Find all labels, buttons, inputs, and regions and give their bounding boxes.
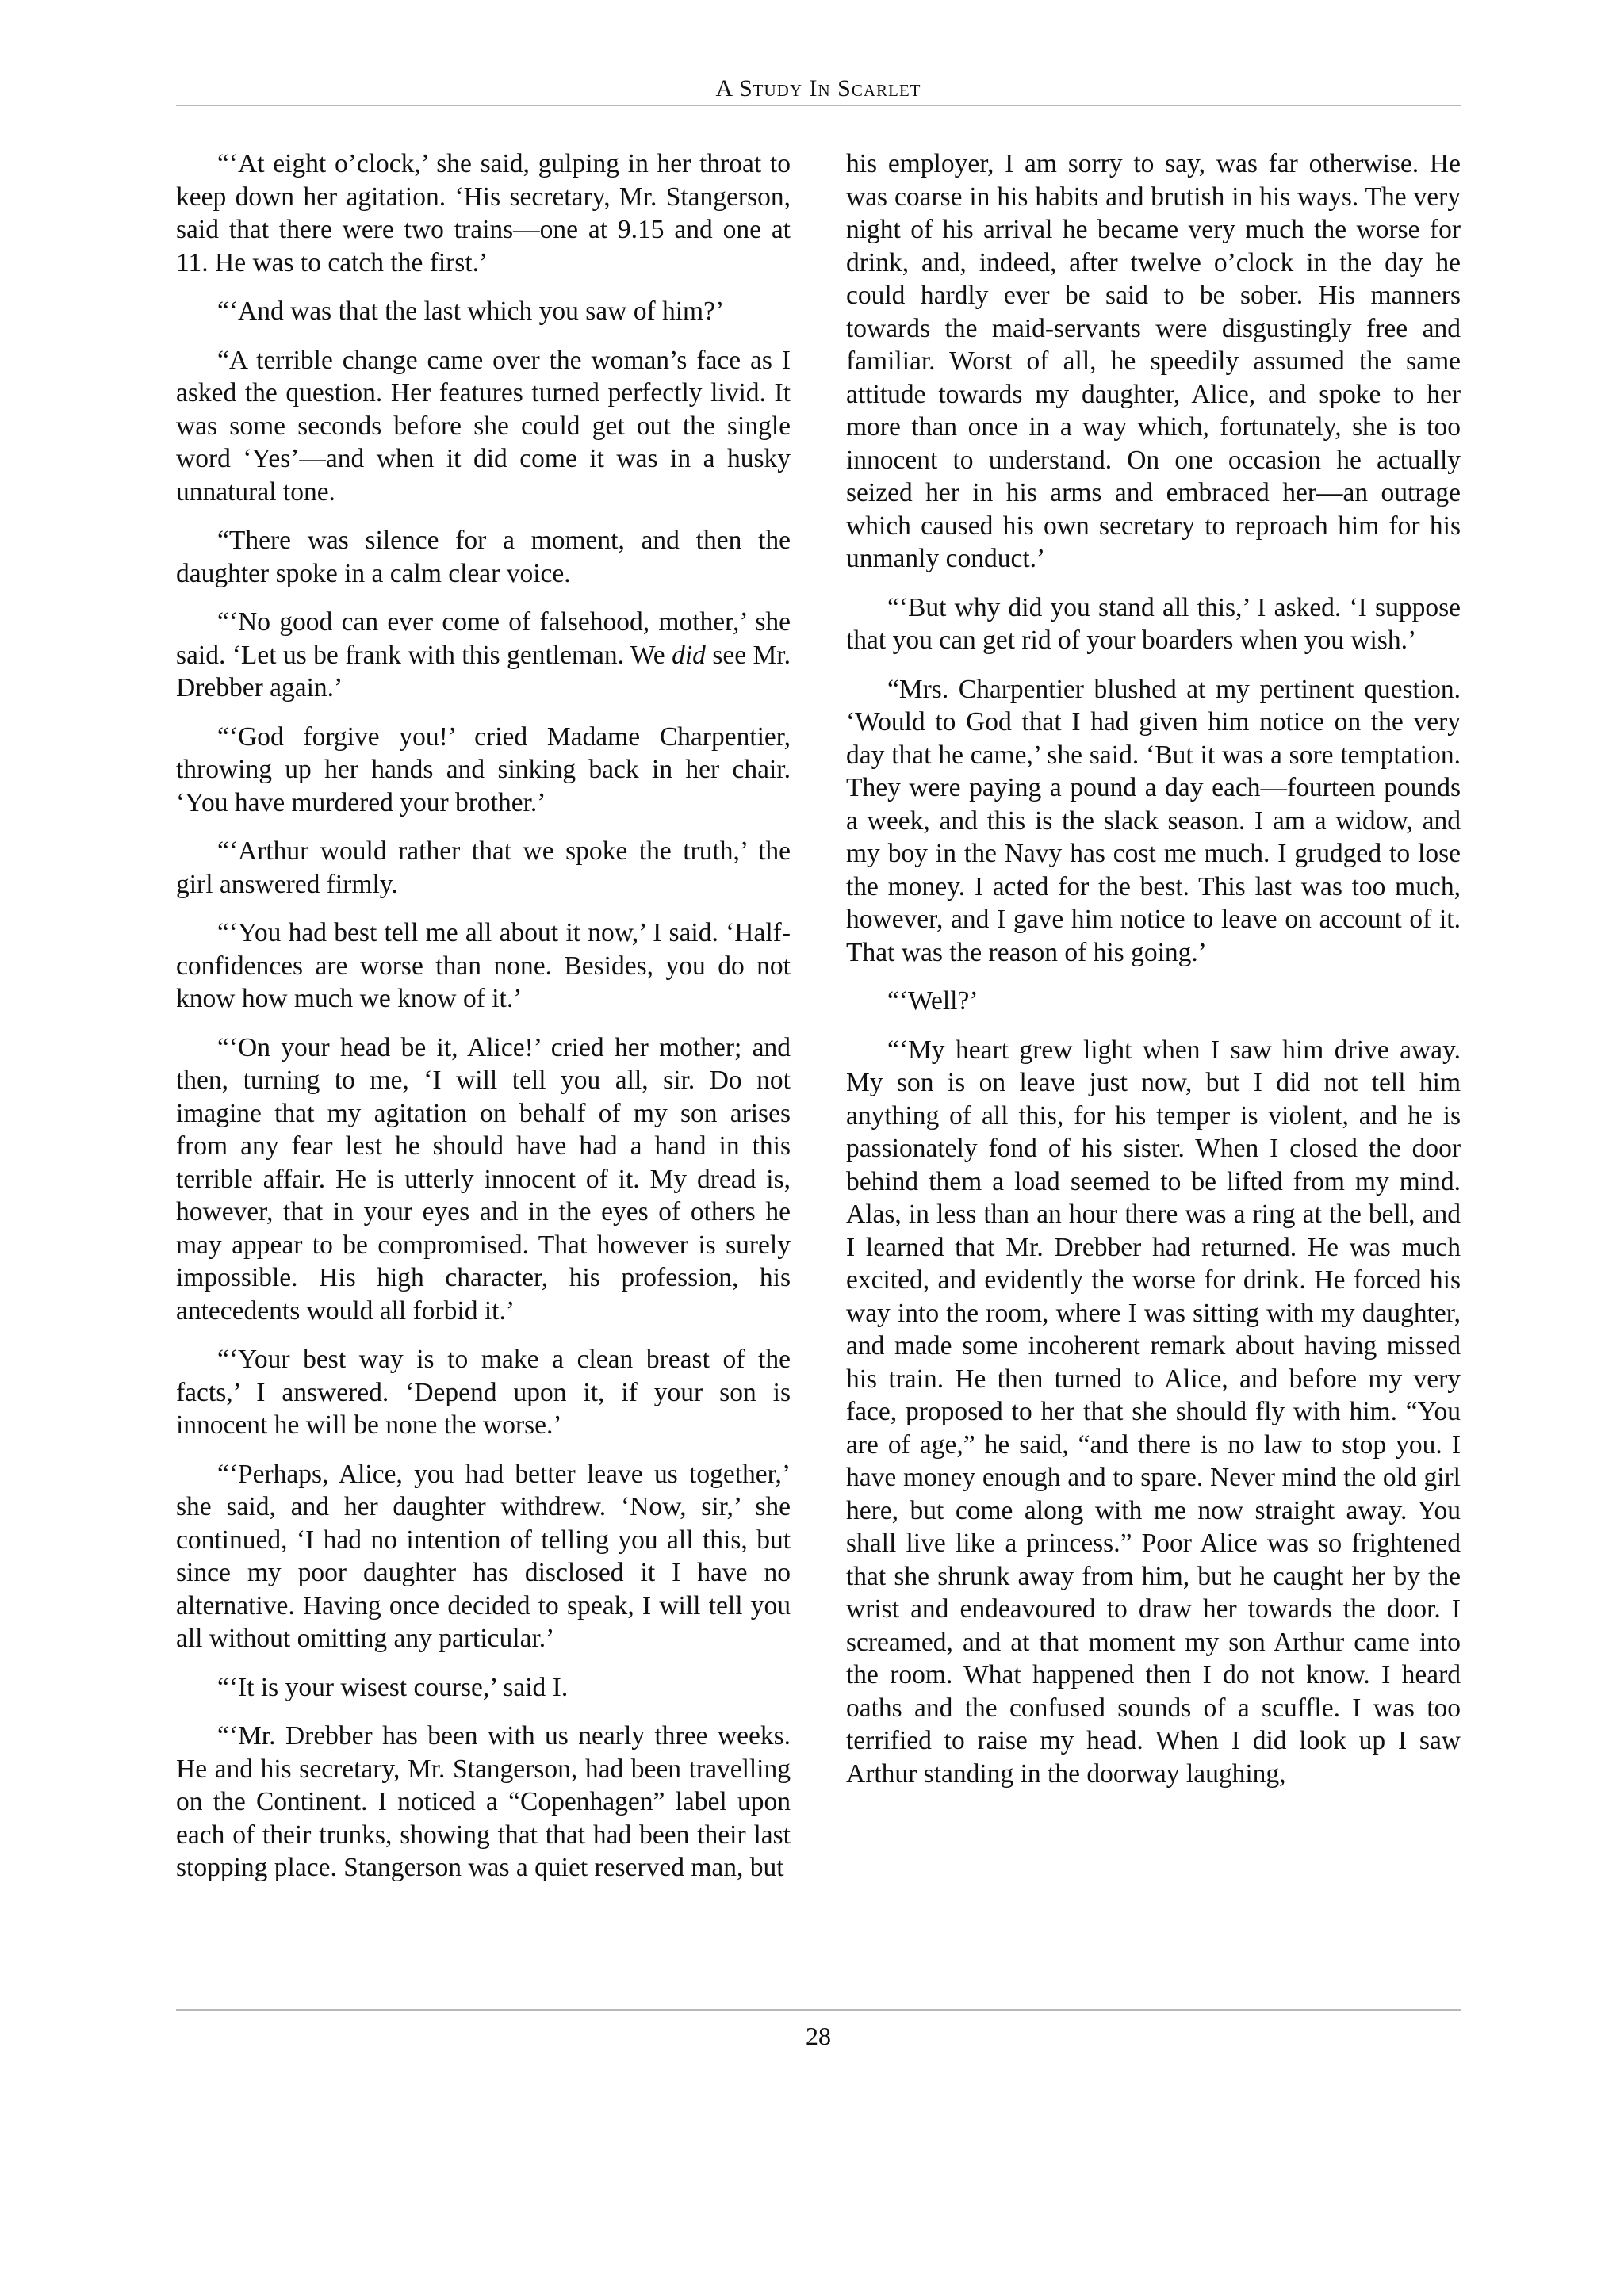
paragraph-text: “‘No good can ever come of falsehood, mother,’ she said. ‘Let us be frank with this gentleman. We <box>176 607 791 670</box>
paragraph-text: see Mr. Drebber again.’ <box>176 640 791 702</box>
paragraph: “‘You had best tell me all about it now,’ I said. ‘Half-confidences are worse than none. Besides, you do not know how much we know of it.’ <box>176 918 791 1013</box>
paragraph: “‘At eight o’clock,’ she said, gulping in her throat to keep down her agitation. ‘His secretary, Mr. Stangerson, said that there were two trains—one at 9.15 and one at 11. He was to catch the first.’ <box>176 149 791 277</box>
paragraph: “‘My heart grew light when I saw him drive away. My son is on leave just now, but I did not tell him anything of all this, for his temper is violent, and he is passionately fond of his sister. When I closed the door behind them a load seemed to be lifted from my mind. Alas, in less than an hour there was a ring at the bell, and I learned that Mr. Drebber had returned. He was much excited, and evidently the worse for drink. He forced his way into the room, where I was sitting with my daughter, and made some incoherent remark about having missed his train. He then turned to Alice, and before my very face, proposed to her that she should fly with him. “You are of age,” he said, “and there is no law to stop you. I have money enough and to spare. Never mind the old girl here, but come along with me now straight away. You shall live like a princess.” Poor Alice was so frightened that she shrunk away from him, but he caught her by the wrist and endeavoured to draw her towards the door. I screamed, and at that moment my son Arthur came into the room. What happened then I do not know. I heard oaths and the confused sounds of a scuffle. I was too terrified to raise my head. When I did look up I saw Arthur standing in the doorway laughing, <box>846 1035 1461 1789</box>
paragraph: “‘It is your wisest course,’ said I. <box>217 1672 569 1702</box>
paragraph: “‘But why did you stand all this,’ I asked. ‘I suppose that you can get rid of your boarders when you wish.’ <box>846 592 1461 655</box>
running-header: A Study In Scarlet <box>715 75 921 101</box>
header-rule <box>176 105 1461 106</box>
emphasis: did <box>672 640 706 670</box>
paragraph: “‘Perhaps, Alice, you had better leave us together,’ she said, and her daughter withdrew. ‘Now, sir,’ she continued, ‘I had no intention of telling you all this, but since my poor daughter has disclosed it I have no alternative. Having once decided to speak, I will tell you all without omitting any particular.’ <box>176 1459 791 1653</box>
paragraph <box>176 606 791 705</box>
paragraph: “‘On your head be it, Alice!’ cried her mother; and then, turning to me, ‘I will tell you all, sir. Do not imagine that my agitation on behalf of my son arises from any fear lest he should have had a hand in this terrible affair. He is utterly innocent of it. My dread is, however, that in your eyes and in the eyes of others he may appear to be compromised. That however is surely impossible. His high character, his profession, his antecedents would all forbid it.’ <box>176 1032 791 1326</box>
paragraph: “‘God forgive you!’ cried Madame Charpentier, throwing up her hands and sinking back in her chair. ‘You have murdered your brother.’ <box>176 721 791 817</box>
paragraph: “‘Arthur would rather that we spoke the truth,’ the girl answered firmly. <box>176 836 791 899</box>
paragraph: “Mrs. Charpentier blushed at my pertinent question. ‘Would to God that I had given him notice on the very day that he came,’ she said. ‘But it was a sore temptation. They were paying a pound a day each—fourteen pounds a week, and this is the slack season. I am a widow, and my boy in the Navy has cost me much. I grudged to lose the money. I acted for the best. This last was too much, however, and I gave him notice to leave on account of it. That was the reason of his going.’ <box>846 674 1461 967</box>
page-number: 28 <box>806 2022 831 2050</box>
paragraph: “A terrible change came over the woman’s face as I asked the question. Her features turned perfectly livid. It was some seconds before she could get out the single word ‘Yes’—and when it did come it was in a husky unnatural tone. <box>176 345 791 507</box>
left-column <box>176 147 791 1900</box>
footer-rule <box>176 2009 1461 2011</box>
paragraph-continued: his employer, I am sorry to say, was far otherwise. He was coarse in his habits and brutish in his ways. The very night of his arrival he became very much the worse for drink, and, indeed, after twelve o’clock in the day he could hardly ever be said to be sober. His manners towards the maid-servants were disgustingly free and familiar. Worst of all, he speedily assumed the same attitude towards my daughter, Alice, and spoke to her more than once in a way which, fortunately, she is too innocent to understand. On one occasion he actually seized her in his arms and embraced her—an outrage which caused his own secretary to reproach him for his unmanly conduct.’ <box>846 149 1461 573</box>
paragraph: “‘Mr. Drebber has been with us nearly three weeks. He and his secretary, Mr. Stangerson, had been travelling on the Continent. I noticed a “Copenhagen” label upon each of their trunks, showing that that had been their last stopping place. Stangerson was a quiet reserved man, but <box>176 1721 791 1882</box>
paragraph: “‘And was that the last which you saw of him?’ <box>217 297 725 326</box>
right-column <box>846 147 1461 1806</box>
paragraph: “There was silence for a moment, and then the daughter spoke in a calm clear voice. <box>176 526 791 588</box>
paragraph: “‘Well?’ <box>887 986 979 1016</box>
paragraph: “‘Your best way is to make a clean breast of the facts,’ I answered. ‘Depend upon it, if your son is innocent he will be none the worse.’ <box>176 1345 791 1440</box>
